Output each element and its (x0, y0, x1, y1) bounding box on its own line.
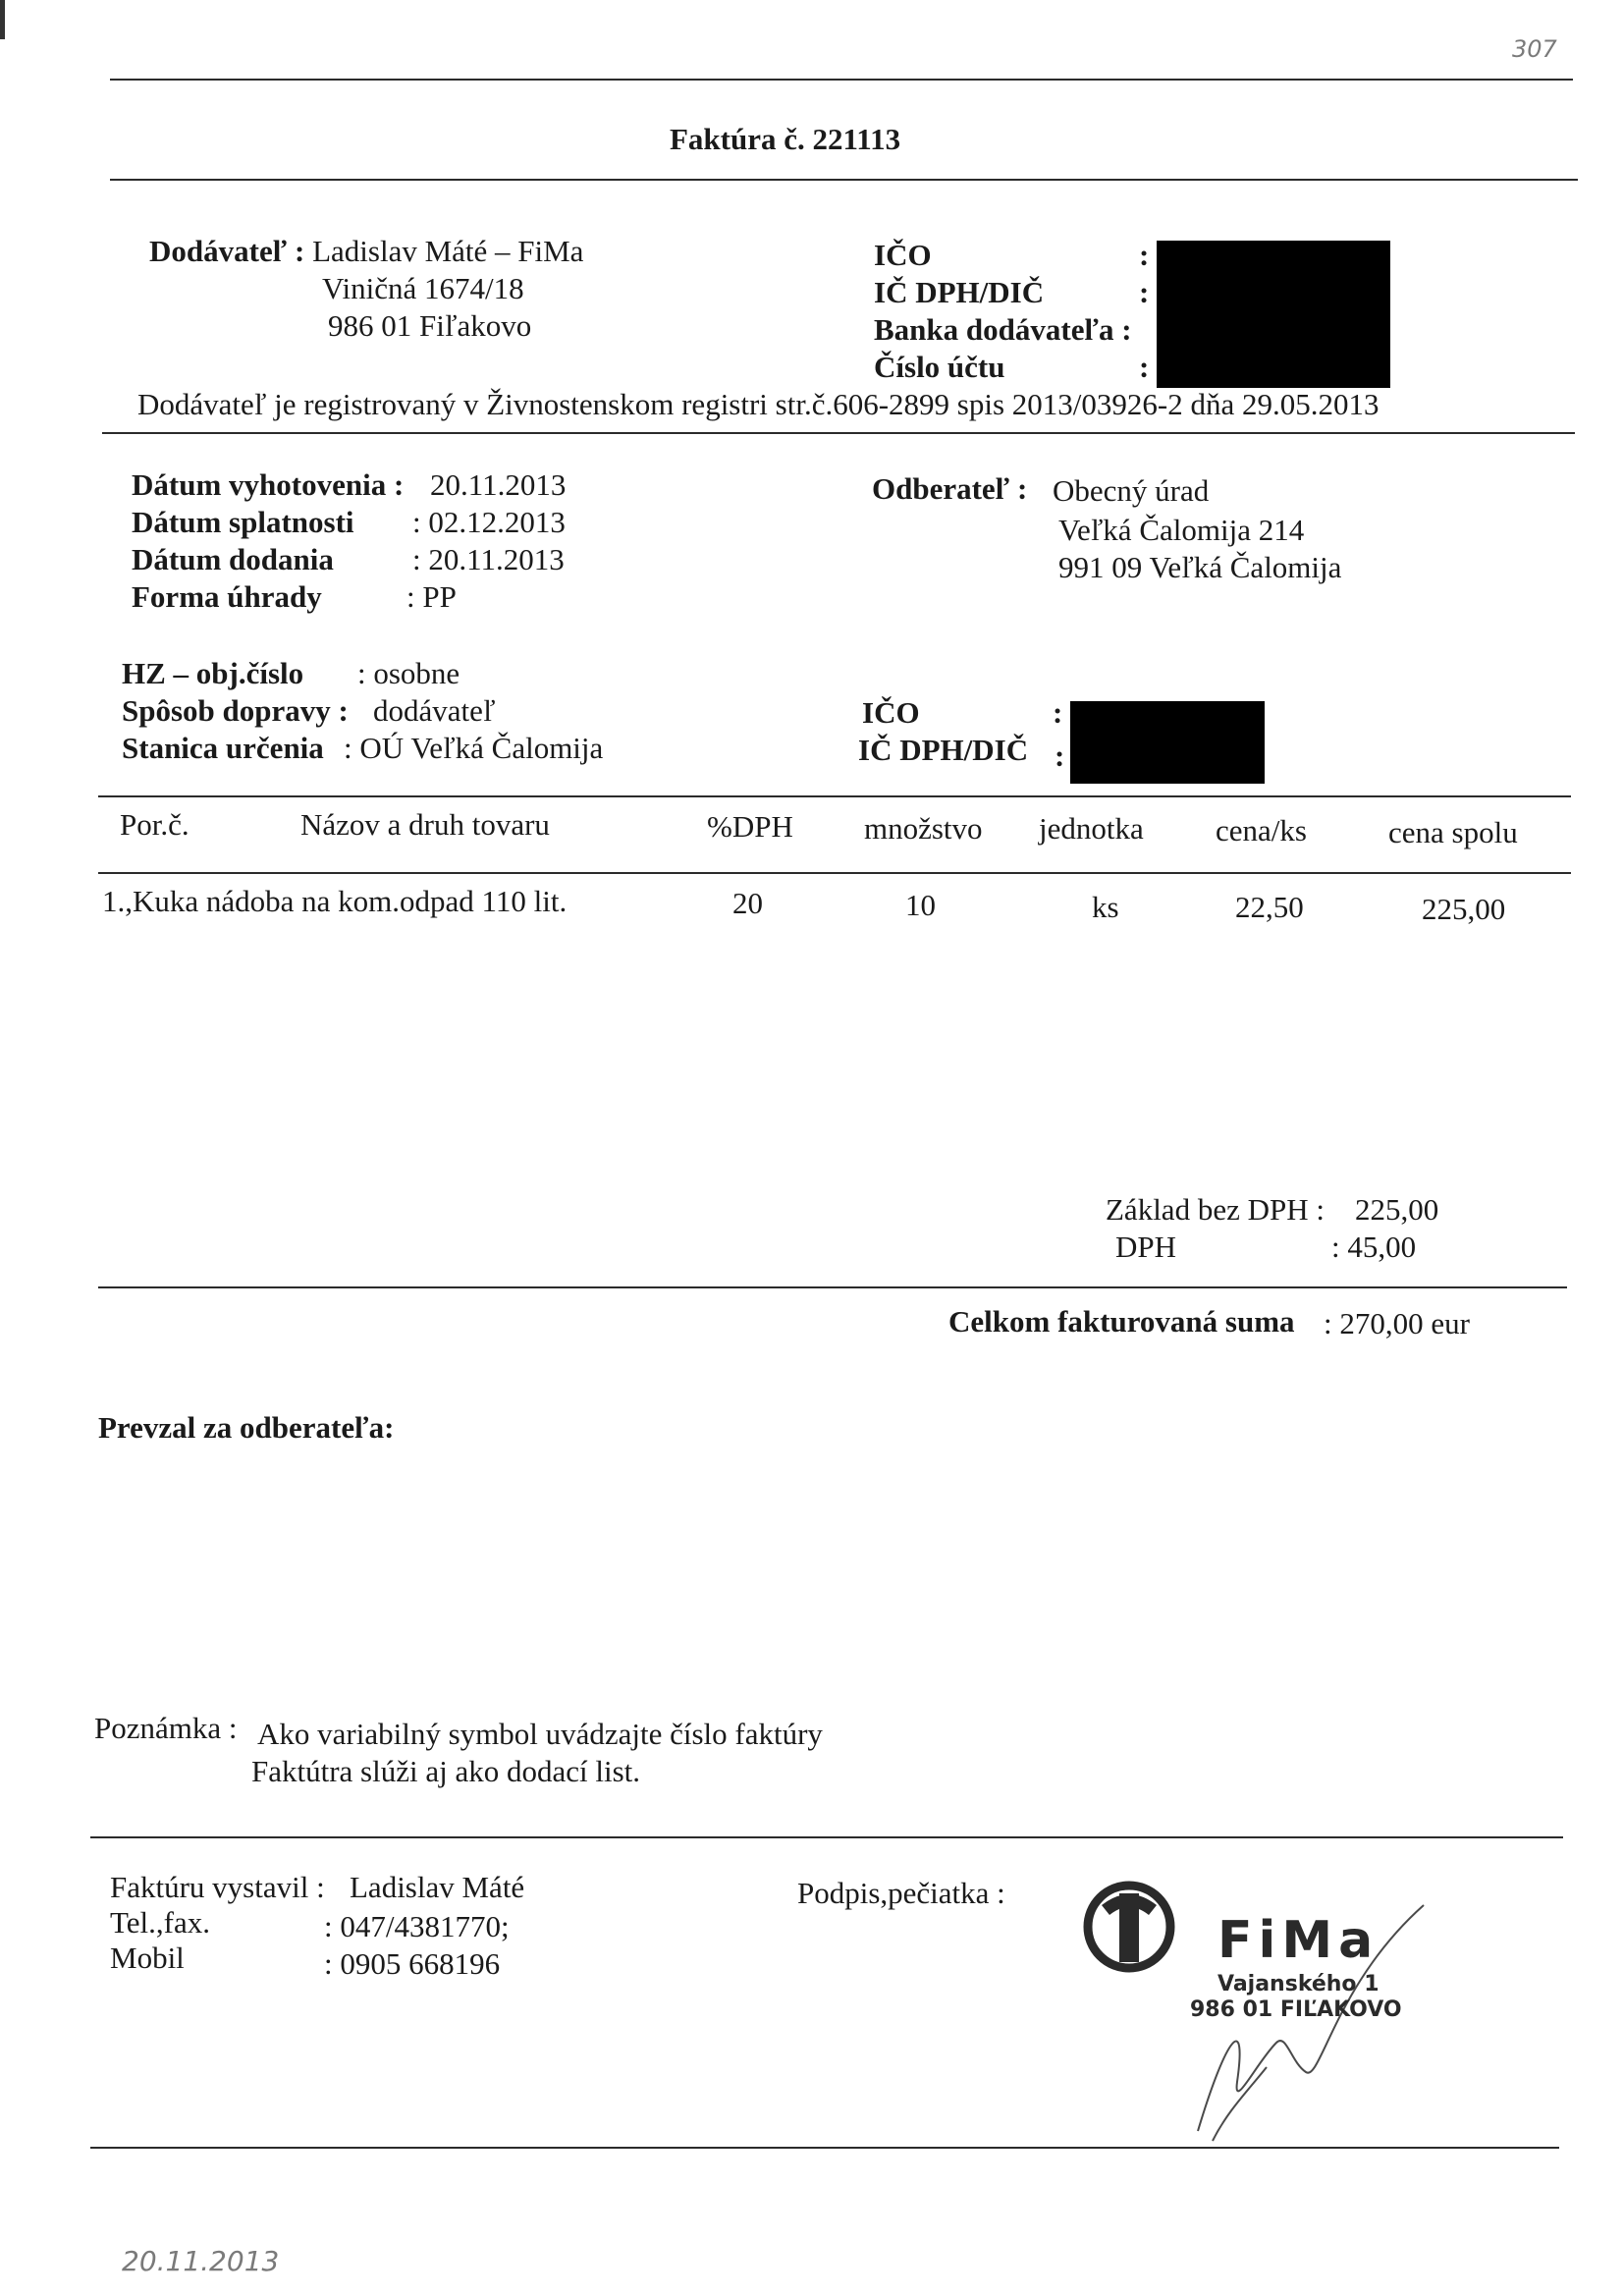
payment-label: Forma úhrady (132, 579, 322, 614)
supplier-dic-label: IČ DPH/DIČ (874, 275, 1045, 309)
due-date-label: Dátum splatnosti (132, 505, 354, 539)
company-stamp (1080, 1866, 1453, 2160)
table-row-item: 1.,Kuka nádoba na kom.odpad 110 lit. (102, 884, 568, 918)
customer-street: Veľká Čalomija 214 (1058, 513, 1305, 547)
divider (110, 179, 1578, 181)
customer-dic-label: IČ DPH/DIČ (858, 733, 1029, 767)
order-number-label: HZ – obj.číslo (122, 656, 304, 690)
delivery-date-label: Dátum dodania (132, 542, 334, 576)
col-header-total: cena spolu (1388, 815, 1518, 849)
table-row-unit: ks (1092, 890, 1119, 924)
col-header-unit: jednotka (1039, 811, 1144, 846)
stamp-city: 986 01 FIĽAKOVO (1190, 1997, 1402, 2022)
issued-by-value: Ladislav Máté (350, 1870, 525, 1904)
station-label: Stanica určenia (122, 731, 324, 765)
note-line1: Ako variabilný symbol uvádzajte číslo faktúry (257, 1717, 823, 1751)
stamp-street: Vajanského 1 (1217, 1972, 1380, 1996)
divider (98, 795, 1571, 797)
supplier-city: 986 01 Fiľakovo (328, 308, 532, 343)
note-label: Poznámka : (94, 1711, 238, 1745)
station-value: : OÚ Veľká Čalomija (344, 731, 604, 765)
supplier-label: Dodávateľ : (149, 234, 305, 268)
transport-label: Spôsob dopravy : (122, 693, 349, 728)
issued-by-label: Faktúru vystavil : (110, 1870, 325, 1904)
mobile-value: : 0905 668196 (324, 1946, 501, 1981)
col-header-unit-price: cena/ks (1216, 813, 1307, 847)
customer-ico-label: IČO (862, 695, 920, 730)
colon: : (1055, 738, 1065, 773)
mobile-label: Mobil (110, 1941, 185, 1975)
invoice-title: Faktúra č. 221113 (670, 122, 901, 156)
order-number-value: : osobne (357, 656, 460, 690)
col-header-vat: %DPH (707, 809, 793, 844)
vat-label: DPH (1115, 1230, 1177, 1264)
table-row-vat: 20 (732, 886, 763, 920)
vat-value: : 45,00 (1331, 1230, 1417, 1264)
table-row-total: 225,00 (1422, 892, 1506, 926)
note-line2: Faktútra slúži aj ako dodací list. (251, 1754, 641, 1788)
delivery-date-value: : 20.11.2013 (412, 542, 565, 576)
redaction-box (1070, 701, 1265, 784)
page-number-handwritten: 307 (1512, 35, 1557, 63)
divider (90, 2147, 1559, 2149)
base-value: 225,00 (1355, 1192, 1439, 1227)
due-date-value: : 02.12.2013 (412, 505, 566, 539)
colon: : (1053, 695, 1063, 730)
supplier-block (149, 234, 583, 269)
supplier-street: Viničná 1674/18 (322, 271, 524, 305)
customer-label: Odberateľ : (872, 471, 1028, 506)
supplier-registry: Dodávateľ je registrovaný v Živnostenskom registri str.č.606-2899 spis 2013/03926-2 dňa 29.05.2013 (137, 387, 1380, 421)
colon: : (1139, 238, 1150, 272)
customer-name: Obecný úrad (1053, 473, 1210, 508)
col-header-name: Názov a druh tovaru (300, 807, 550, 842)
grand-total-value: : 270,00 eur (1324, 1306, 1470, 1340)
table-row-unit-price: 22,50 (1235, 890, 1304, 924)
divider (98, 1286, 1567, 1288)
col-header-number: Por.č. (120, 807, 189, 842)
issue-date-label: Dátum vyhotovenia : (132, 467, 405, 502)
tel-value: : 047/4381770; (324, 1909, 510, 1943)
transport-value: dodávateľ (373, 693, 496, 728)
divider (98, 872, 1571, 874)
received-by-label: Prevzal za odberateľa: (98, 1410, 395, 1445)
supplier-account-label: Číslo účtu (874, 350, 1005, 384)
colon: : (1139, 350, 1150, 384)
supplier-ico-label: IČO (874, 238, 932, 272)
customer-city: 991 09 Veľká Čalomija (1058, 550, 1342, 584)
divider (90, 1836, 1563, 1838)
divider (110, 79, 1573, 81)
table-row-quantity: 10 (905, 888, 936, 922)
handwritten-date: 20.11.2013 (122, 2245, 280, 2277)
supplier-bank-label: Banka dodávateľa : (874, 312, 1132, 347)
grand-total-label: Celkom fakturovaná suma (948, 1304, 1295, 1339)
scan-edge-mark (0, 0, 5, 39)
supplier-name: Ladislav Máté – FiMa (312, 234, 584, 268)
signature-label: Podpis,pečiatka : (797, 1876, 1005, 1910)
issue-date-value: 20.11.2013 (430, 467, 567, 502)
divider (102, 432, 1575, 434)
base-label: Základ bez DPH : (1106, 1192, 1325, 1227)
col-header-quantity: množstvo (864, 811, 983, 846)
redaction-box (1157, 241, 1390, 388)
tel-label: Tel.,fax. (110, 1905, 210, 1940)
stamp-brand: FiMa (1217, 1911, 1380, 1970)
colon: : (1139, 275, 1150, 309)
payment-value: : PP (406, 579, 457, 614)
